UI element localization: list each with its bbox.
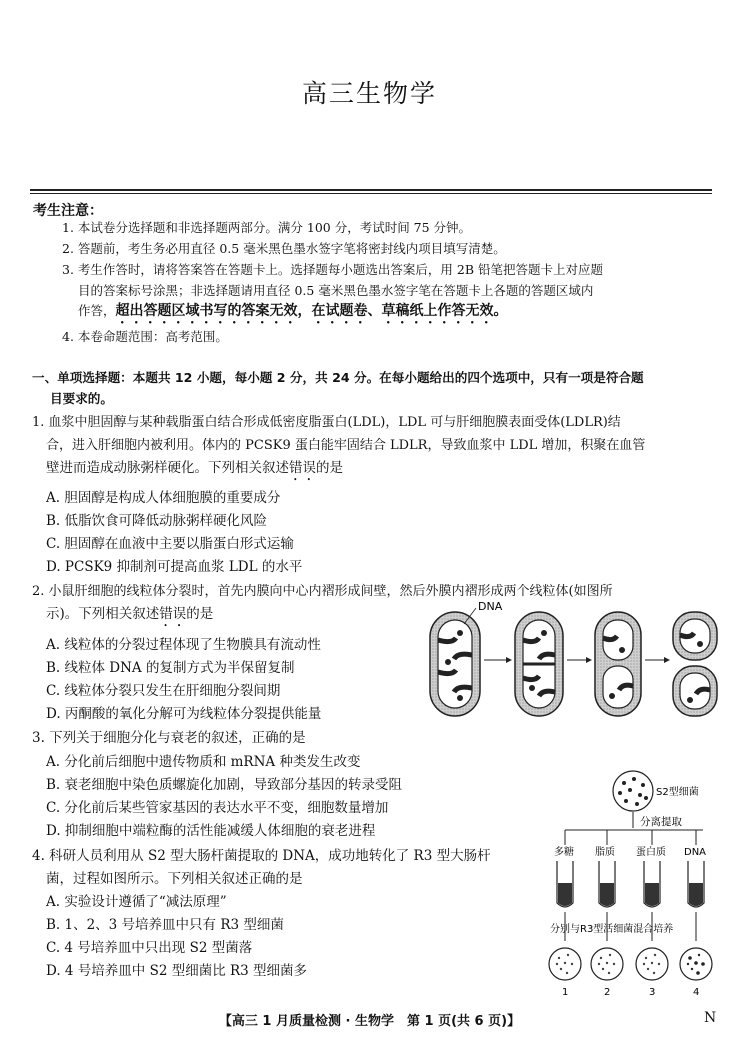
q4-option-a: A. 实验设计遵循了“减法原理” (46, 894, 227, 910)
culture-dish-1 (549, 948, 581, 980)
s2-label: S2型细菌 (656, 787, 699, 798)
dna-label: DNA (478, 600, 503, 613)
test-tube-3 (644, 861, 660, 907)
q3-option-d: D. 抑制细胞中端粒酶的活性能减缓人体细胞的衰老进程 (46, 823, 376, 839)
arrow-2-head (586, 657, 592, 663)
dish-number-3: 3 (649, 987, 656, 998)
q3-line1: 3. 下列关于细胞分化与衰老的叙述，正确的是 (32, 730, 306, 746)
test-tube-4 (688, 861, 704, 907)
q2-line2-pre: 示)。下列相关叙述 (46, 606, 160, 622)
q2-option-d: D. 丙酮酸的氧化分解可为线粒体分裂提供能量 (46, 706, 322, 722)
q1-line1: 1. 血浆中胆固醇与某种载脂蛋白结合形成低密度脂蛋白(LDL)，LDL 可与肝细胞膜表面受体(LDLR)结 (32, 415, 621, 430)
dish-number-4: 4 (693, 987, 700, 998)
s2-culture-dish (613, 771, 653, 811)
fraction-dna: DNA (684, 847, 707, 858)
dish-number-2: 2 (604, 987, 611, 998)
mitochondrion-4 (673, 612, 717, 716)
notice-item-3c (78, 301, 508, 327)
notice-item-4: 4. 本卷命题范围：高考范围。 (62, 329, 228, 344)
culture-dish-3 (636, 948, 668, 980)
extract-label: 分离提取 (640, 816, 682, 828)
mitochondrion-3 (595, 612, 641, 716)
page-title: 高三生物学 (301, 79, 437, 108)
notice-item-3c-text: 作答， (78, 303, 116, 318)
test-tube-2 (599, 861, 615, 907)
page-footer: 【高三 1 月质量检测 · 生物学 第 1 页(共 6 页)】 (218, 1014, 521, 1029)
q1-emphasis: 错误 (289, 460, 316, 476)
q1-option-d: D. PCSK9 抑制剂可提高血浆 LDL 的水平 (46, 559, 303, 575)
notice-item-3-emphasis: 超出答题区域书写的答案无效，在试题卷、草稿纸上作答无效。 (115, 303, 508, 319)
q4-line1: 4. 科研人员利用从 S2 型大肠杆菌提取的 DNA，成功地转化了 R3 型大肠杆 (32, 848, 491, 864)
q2-line2 (46, 603, 213, 630)
q1-option-a: A. 胆固醇是构成人体细胞膜的重要成分 (46, 490, 281, 506)
transformation-figure (548, 765, 728, 1005)
dish-number-1: 1 (562, 987, 569, 998)
mitochondria-division-figure (420, 600, 720, 720)
q1-line2: 合，进入肝细胞内被利用。体内的 PCSK9 蛋白能牢固结合 LDLR，导致血浆中 LDL 增加，积聚在血管 (46, 438, 646, 453)
q2-line2-post: 的是 (186, 606, 214, 622)
q2-line1: 2. 小鼠肝细胞的线粒体分裂时，首先内膜向中心内褶形成间壁，然后外膜内褶形成两个线粒体(如图所 (32, 584, 613, 599)
q2-option-b: B. 线粒体 DNA 的复制方式为半保留复制 (46, 660, 295, 676)
q3-option-a: A. 分化前后细胞中遗传物质和 mRNA 种类发生改变 (46, 754, 361, 770)
section-heading-line1: 一、单项选择题：本题共 12 小题，每小题 2 分，共 24 分。在每小题给出的四个选项中，只有一项是符合题 (32, 370, 644, 385)
footer-code: N (704, 1010, 717, 1026)
q4-option-b: B. 1、2、3 号培养皿中只有 R3 型细菌 (46, 917, 284, 933)
notice-heading: 考生注意： (33, 203, 103, 219)
culture-dish-2 (591, 948, 623, 980)
arrow-3-head (664, 657, 670, 663)
test-tube-1 (557, 861, 573, 907)
mix-label: 分别与R3型活细菌混合培养 (550, 924, 674, 935)
notice-item-3a: 3. 考生作答时，请将答案答在答题卡上。选择题每小题选出答案后，用 2B 铅笔把答题卡上对应题 (62, 262, 603, 277)
q4-option-c: C. 4 号培养皿中只出现 S2 型菌落 (46, 940, 253, 956)
q1-line3-post: 的是 (316, 460, 343, 476)
arrow-1-head (506, 657, 512, 663)
q2-option-c: C. 线粒体分裂只发生在肝细胞分裂间期 (46, 683, 281, 699)
q2-option-a: A. 线粒体的分裂过程体现了生物膜具有流动性 (46, 637, 321, 653)
q1-option-b: B. 低脂饮食可降低动脉粥样硬化风险 (46, 513, 268, 529)
divider-thick (30, 189, 712, 191)
notice-item-2: 2. 答题前，考生务必用直径 0.5 毫米黑色墨水签字笔将密封线内项目填写清楚。 (62, 241, 506, 256)
mitochondrion-1 (430, 612, 480, 716)
notice-item-1: 1. 本试卷分选择题和非选择题两部分。满分 100 分，考试时间 75 分钟。 (62, 220, 472, 235)
section-heading-line2: 目要求的。 (50, 391, 113, 406)
divider-thin (30, 193, 712, 194)
q1-line3 (46, 457, 343, 484)
q1-option-c: C. 胆固醇在血液中主要以脂蛋白形式运输 (46, 536, 294, 552)
notice-item-3b: 目的答案标号涂黑；非选择题请用直径 0.5 毫米黑色墨水签字笔在答题卡上各题的答题区域内 (78, 283, 594, 298)
q2-emphasis: 错误 (159, 606, 187, 622)
q4-line2: 菌，过程如图所示。下列相关叙述正确的是 (46, 871, 303, 887)
q3-option-c: C. 分化前后某些管家基因的表达水平不变，细胞数量增加 (46, 800, 389, 816)
culture-dish-4 (680, 948, 712, 980)
fraction-protein: 蛋白质 (636, 847, 666, 858)
q3-option-b: B. 衰老细胞中染色质螺旋化加剧，导致部分基因的转录受阻 (46, 777, 403, 793)
mitochondrion-2 (515, 612, 563, 716)
fraction-polysaccharide: 多糖 (554, 847, 574, 858)
fraction-lipid: 脂质 (595, 847, 615, 858)
q1-line3-pre: 壁进而造成动脉粥样硬化。下列相关叙述 (46, 460, 289, 476)
q4-option-d: D. 4 号培养皿中 S2 型细菌比 R3 型细菌多 (46, 963, 308, 979)
